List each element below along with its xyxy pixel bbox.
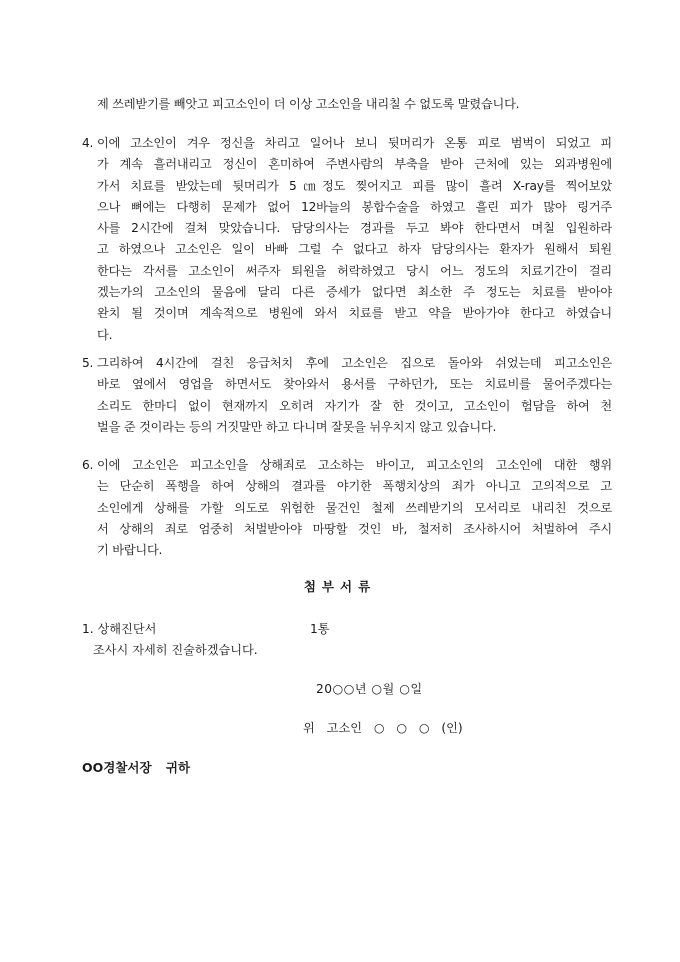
paragraph-line: 한다는 각서를 고소인이 써주자 퇴원을 허락하였고 당시 어느 정도의 치료기간이 걸리 [97,263,612,278]
paragraph-line: 기 바랍니다. [97,543,163,558]
attachment-label: 1. 상해진단서 [82,622,157,636]
paragraph-number: 6. [82,458,94,472]
attachment-item [82,620,330,637]
paragraph-line: 가서 치료를 받았는데 뒷머리가 5㎝정도 찢어지고 피를 많이 흘려 X-ray를 찍어보았 [97,178,612,193]
paragraph-line: 그리하여 4시간에 걸친 응급처치 후에 고소인은 집으로 돌아와 쉬었는데 피고소인은 [97,356,612,370]
paragraph-line: 바로 옆에서 영업을 하면서도 찾아와서 용서를 구하던가, 또는 치료비를 물어주겠다는 [97,377,612,392]
paragraph-line: 이에 고소인이 겨우 정신을 차리고 일어나 보니 뒷머리가 온통 피로 범벅이 되었고 피 [97,136,612,150]
paragraph-line: 이에 고소인은 피고소인을 상해죄로 고소하는 바이고, 피고소인의 고소인에 대한 행위 [97,458,612,472]
date-line: 20○○년 ○월 ○일 [316,682,423,696]
paragraph-line: 는 단순히 폭행을 하여 상해의 결과를 야기한 폭행치상의 죄가 아니고 고의적으로 고 [97,479,612,494]
paragraph-line: 가 계속 흘러내리고 정신이 혼미하여 주변사람의 부축을 받아 근처에 있는 외과병원에 [97,157,612,172]
paragraph-number: 4. [82,136,94,150]
paragraph-line: 고 하였으나 고소인은 일이 바빠 그럴 수 없다고 하자 담당의사는 환자가 원해서 퇴원 [97,242,612,257]
attachment-note: 조사시 자세히 진술하겠습니다. [93,643,258,657]
recipient-line: OO경찰서장 귀하 [82,760,191,775]
paragraph-line: 벌을 준 것이라는 등의 거짓말만 하고 다니며 잘못을 뉘우치지 않고 있습니다. [97,419,497,434]
paragraph-line: 으나 뼈에는 다행히 문제가 없어 12바늘의 봉합수술을 하였고 흘린 피가 많아 링거주 [97,199,612,214]
paragraph-line: 소리도 한마디 없이 현재까지 오히려 자기가 잘 한 것이고, 고소인이 험담을 하여 천 [97,398,612,413]
paragraph-4 [82,133,612,346]
continuation-line: 제 쓰레받기를 빼앗고 피고소인이 더 이상 고소인을 내리칠 수 없도록 말렸습니다. [97,97,520,111]
paragraph-line: 소인에게 상해를 가할 의도로 위험한 물건인 철제 쓰레받기의 모서리로 내리친 것으로 [97,500,612,515]
paragraph-line: 다. [97,327,113,342]
paragraph-line: 겠는가의 고소인의 물음에 달리 다른 증세가 없다면 최소한 주 정도는 치료를 받아야 [97,285,612,300]
paragraph-line: 서 상해의 죄로 엄중히 처벌받아야 마땅할 것인 바, 철저히 조사하시어 처벌하여 주시 [97,521,612,536]
paragraph-5 [82,353,612,438]
attachments-title: 첨부서류 [303,579,377,594]
signer-line: 위 고소인 ○ ○ ○ (인) [303,721,463,735]
paragraph-number: 5. [82,356,94,370]
attachment-count: 1통 [310,622,330,636]
paragraph-line: 완치 될 것이며 계속적으로 병원에 와서 치료를 받고 약을 받아가야 한다고 하였습니 [97,306,612,321]
paragraph-6 [82,455,612,561]
paragraph-line: 사를 2시간에 걸쳐 맞았습니다. 담당의사는 경과를 두고 봐야 한다면서 며칠 입원하라 [97,221,612,236]
